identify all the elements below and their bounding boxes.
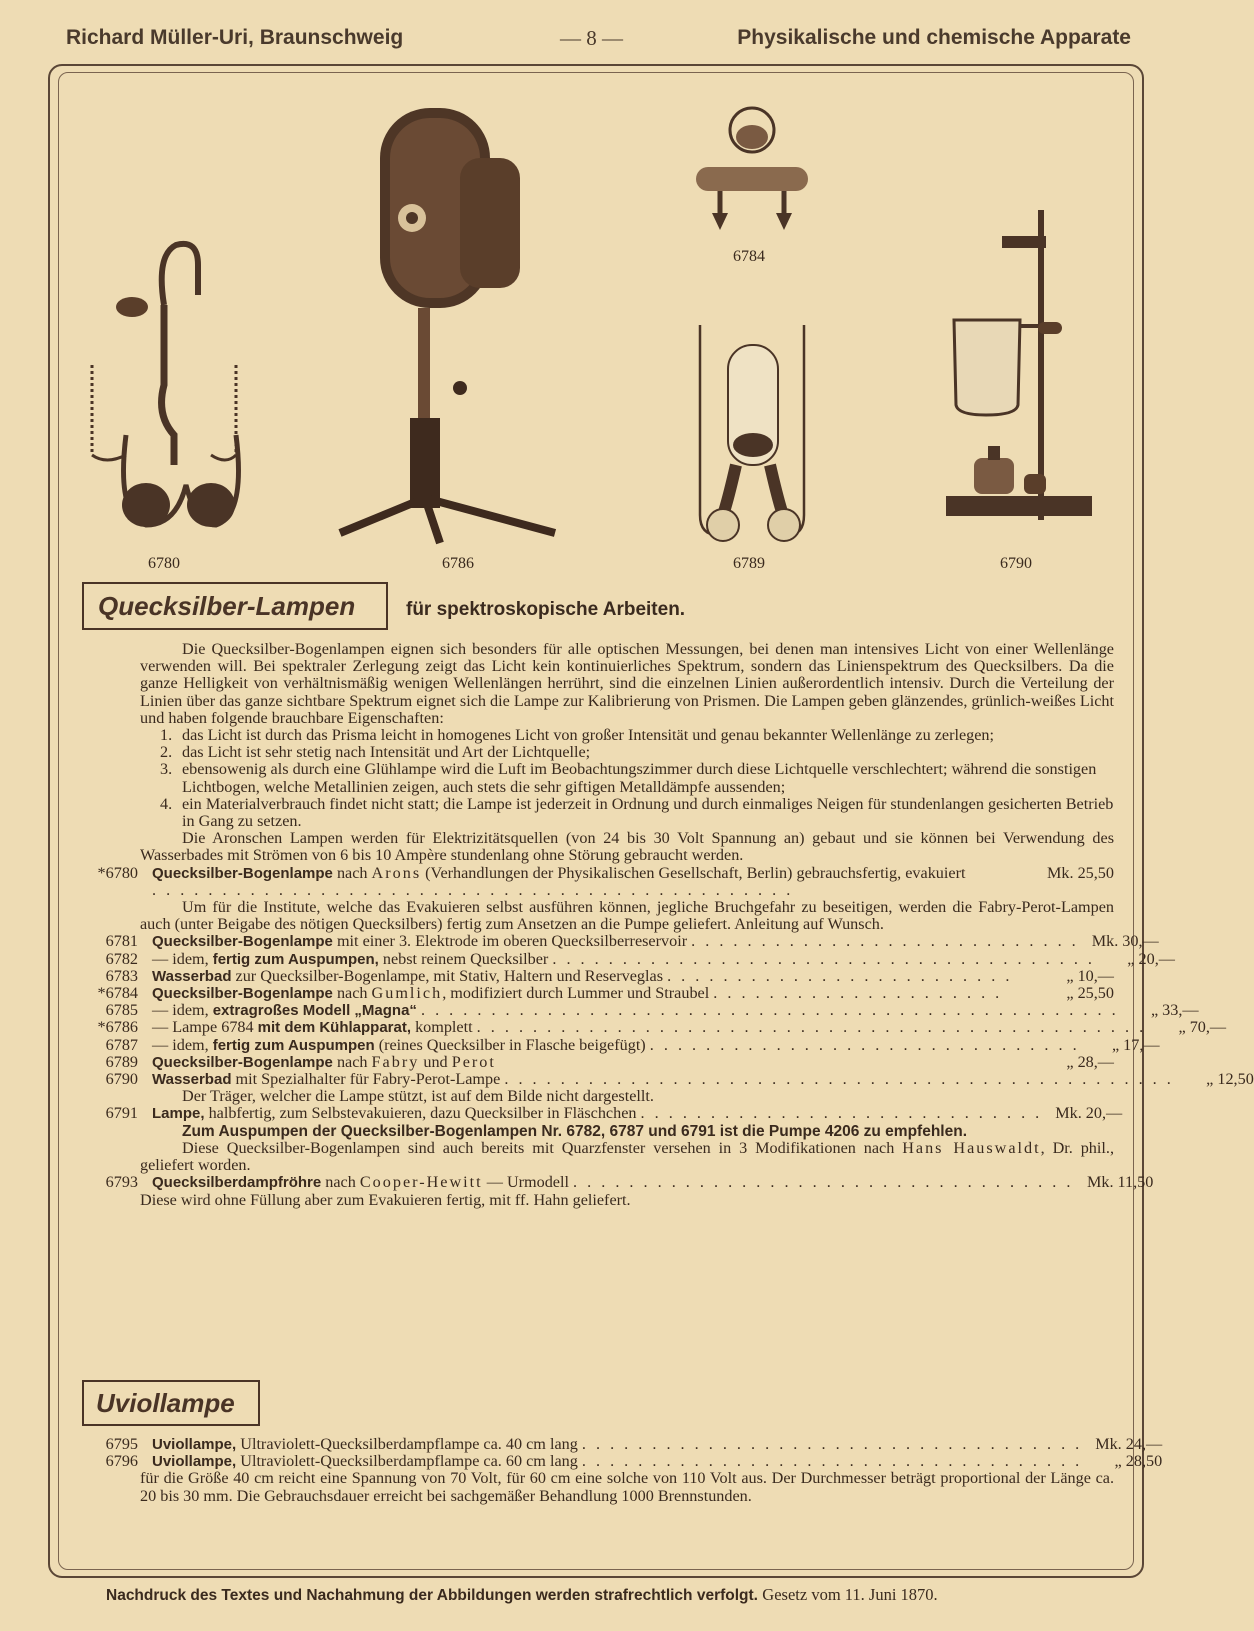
- catalog-row-6796: 6796 Uviollampe, Ultraviolett-Quecksilberdampflampe ca. 60 cm lang . . . . . . . . . . . . . . . . . . . . . . . . . . . . . . . . . . . . „ 28,50: [105, 1452, 1163, 1471]
- figure-label-6780: 6780: [148, 555, 180, 572]
- catalog-row-6782: 6782 — idem, fertig zum Auspumpen, nebst reinem Quecksilber . . . . . . . . . . . . . . . . . . . . . . . . . . . . . . . . . . . . . . . „ 20,—: [105, 949, 1175, 968]
- water-bath-stand-icon: [946, 210, 1096, 530]
- catalog-row-6786: *6786 — Lampe 6784 mit dem Kühlapparat, komplett . . . . . . . . . . . . . . . . . . . . . . . . . . . . . . . . . . . . . . . . . . . . . . . . „ 70,—: [97, 1018, 1227, 1037]
- section-subtitle-quecksilber: für spektroskopische Arbeiten.: [406, 599, 686, 620]
- traeger-note: Der Träger, welcher die Lampe stützt, ist auf dem Bilde nicht dargestellt.: [182, 1087, 654, 1106]
- catalog-row-6795: 6795 Uviollampe, Ultraviolett-Quecksilberdampflampe ca. 40 cm lang . . . . . . . . . . . . . . . . . . . . . . . . . . . . . . . . . . . . Mk. 24,—: [105, 1435, 1163, 1453]
- figure-label-6786: 6786: [442, 555, 474, 572]
- gumlich-lamp-icon: [692, 95, 812, 240]
- header-company: Richard Müller-Uri, Braunschweig: [66, 26, 404, 49]
- header-catalog-title: Physikalische und chemische Apparate: [737, 26, 1131, 49]
- section-title-quecksilber: Quecksilber-Lampen: [98, 591, 356, 621]
- property-item: 4. ein Materialverbrauch findet nicht statt; die Lampe ist jederzeit in Ordnung und durch einmaliges Neigen für stundenlangen gesicherten Betrieb in Gang zu setzen.: [160, 794, 1114, 831]
- property-item: 2. das Licht ist sehr stetig nach Intensität und Art der Lichtquelle;: [160, 743, 591, 762]
- arons-note: Die Aronschen Lampen werden für Elektrizitätsquellen (von 24 bis 30 Volt Spannung an) gebaut und sie können bei Verwendung des Wasserbades mit Strömen von 6 bis 10 Ampère stundenlang ohne Störung gebraucht werden.: [140, 829, 1114, 865]
- cooled-lamp-on-tripod-icon: [330, 98, 580, 548]
- institute-note: Um für die Institute, welche das Evakuieren selbst ausführen können, jegliche Bruchgefahr zu beseitigen, werden die Fabry-Perot-Lampen auch (unter Beigabe des nötigen Quecksilbers) fertig zum Ansetzen an die Pumpe geliefert. Anleitung auf Wunsch.: [140, 898, 1114, 934]
- catalog-row-6781: 6781 Quecksilber-Bogenlampe mit einer 3. Elektrode im oberen Quecksilberreservoir . . . . . . . . . . . . . . . . . . . . . . . . . . . . Mk. 30,—: [105, 932, 1159, 951]
- footer-copyright: Nachdruck des Textes und Nachahmung der Abbildungen werden strafrechtlich verfolgt.: [106, 1587, 758, 1604]
- section-title-box-quecksilber: [82, 582, 388, 630]
- properties-list: [84, 727, 1114, 830]
- quarz-note: Diese Quecksilber-Bogenlampen sind auch bereits mit Quarzfenster versehen in 3 Modifikationen nach Hans Hauswaldt, Dr. phil., geliefert worden.: [140, 1138, 1114, 1175]
- section-title-uviol: Uviollampe: [96, 1388, 235, 1418]
- catalog-row-6789: 6789 Quecksilber-Bogenlampe nach Fabry und Perot „ 28,—: [105, 1052, 1114, 1071]
- footer-law: Gesetz vom 11. Juni 1870.: [762, 1585, 938, 1604]
- pump-note: Zum Auspumpen der Quecksilber-Bogenlampen Nr. 6782, 6787 und 6791 ist die Pumpe 4206 zu empfehlen.: [182, 1122, 968, 1140]
- section-quecksilber-content: [84, 640, 1254, 1209]
- catalog-row-6790: 6790 Wasserbad mit Spezialhalter für Fabry-Perot-Lampe . . . . . . . . . . . . . . . . . . . . . . . . . . . . . . . . . . . . . . . . . . . . . . . . „ 12,50: [105, 1070, 1254, 1089]
- page-footer: [106, 1585, 1096, 1605]
- catalog-row-6791: 6791 Lampe, halbfertig, zum Selbstevakuieren, dazu Quecksilber in Fläschchen . . . . . . . . . . . . . . . . . . . . . . . . . . . . . Mk. 20,—: [105, 1104, 1123, 1123]
- figure-label-6789: 6789: [733, 555, 765, 572]
- intro-paragraph: Die Quecksilber-Bogenlampen eignen sich besonders für alle optischen Messungen, bei denen man intensives Licht von einer Wellenlänge verwenden will. Bei spektraler Zerlegung zeigt das Licht kein kontinuierliches Spektrum, sondern das Linienspektrum des Quecksilbers. Da die ganze Helligkeit von verhältnismäßig wenigen Wellenlängen herrührt, sind die einzelnen Linien außerordentlich intensiv. Durch die Verteilung der Linien über das ganze sichtbare Spektrum eignet sich die Lampe zur Kalibrierung von Prismen. Die Lampen geben glänzendes, grünlich-weißes Licht und haben folgende brauchbare Eigenschaften:: [140, 640, 1114, 727]
- cooper-note: Diese wird ohne Füllung aber zum Evakuieren fertig, mit ff. Hahn geliefert.: [140, 1190, 631, 1209]
- mercury-arc-lamp-glass-icon: [86, 225, 256, 545]
- catalog-row-6783: 6783 Wasserbad zur Quecksilber-Bogenlampe, mit Stativ, Haltern und Reserveglas . . . . . . . . . . . . . . . . . . . . . . . . . „ 10,—: [105, 966, 1114, 985]
- figure-label-6790: 6790: [1000, 555, 1032, 572]
- header-page-number: — 8 —: [560, 26, 623, 50]
- catalog-row-6784: *6784 Quecksilber-Bogenlampe nach Gumlich, modifiziert durch Lummer und Straubel . . . . . . . . . . . . . . . . . . . . . „ 25,50: [97, 984, 1114, 1003]
- uviol-note: für die Größe 40 cm reicht eine Spannung von 70 Volt, für 60 cm eine solche von 110 Volt aus. Der Durchmesser beträgt proportional der Länge ca. 20 bis 30 mm. Die Gebrauchsdauer erreicht bei sachgemäßer Behandlung 1000 Brennstunden.: [140, 1469, 1114, 1505]
- section-title-box-uviol: [82, 1380, 260, 1426]
- page-header: [66, 26, 1131, 56]
- property-item: 3. ebensowenig als durch eine Glühlampe wird die Luft im Beobachtungszimmer durch diese Lichtquelle verschlechtert; während die sonstigen Lichtbogen, welche Metallinien zeigen, auch stets die sehr giftigen Metalldämpfe aussenden;: [160, 760, 1097, 796]
- catalog-row-6785: 6785 — idem, extragroßes Modell „Magna“ . . . . . . . . . . . . . . . . . . . . . . . . . . . . . . . . . . . . . . . . . . . . . . . . . . „ 33,—: [105, 1001, 1199, 1020]
- section-uviol-content: [84, 1435, 1163, 1505]
- figure-label-6784: 6784: [733, 248, 765, 265]
- fabry-perot-lamp-icon: [688, 325, 818, 555]
- catalog-row-6793: 6793 Quecksilberdampfröhre nach Cooper-Hewitt — Urmodell . . . . . . . . . . . . . . . . . . . . . . . . . . . . . . . . . . . . Mk. 11,50: [105, 1173, 1154, 1192]
- property-item: 1. das Licht ist durch das Prisma leicht in homogenes Licht von großer Intensität und genau bekannter Wellenlänge zu zerlegen;: [160, 726, 995, 745]
- catalog-row-6787: 6787 — idem, fertig zum Auspumpen (reines Quecksilber in Flasche beigefügt) . . . . . . . . . . . . . . . . . . . . . . . . . . . . . . . „ 17,—: [105, 1035, 1160, 1054]
- catalog-row-6780: *6780 Quecksilber-Bogenlampe nach Arons (Verhandlungen der Physikalischen Gesellschaft, Berlin) gebrauchsfertig, evakuiert . . . . . . . . . . . . . . . . . . . . . . . . . . . . . . . . . . . . . . . . . . . . . . Mk. 25,50: [97, 863, 1114, 899]
